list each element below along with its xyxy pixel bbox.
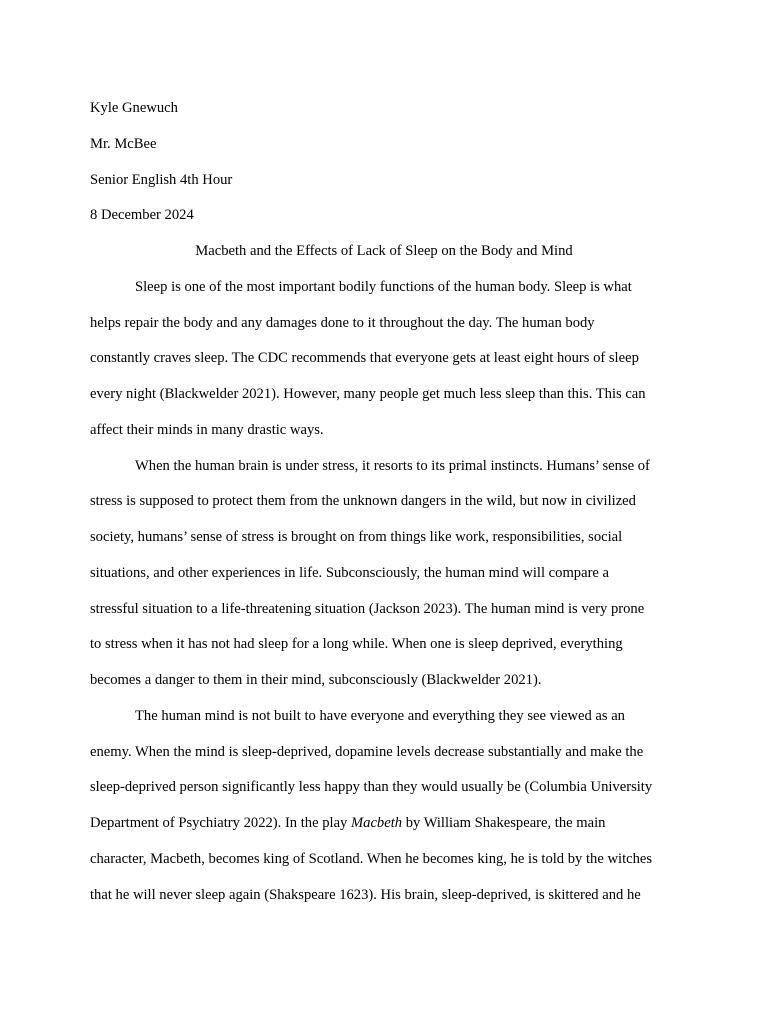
paragraph-line: character, Macbeth, becomes king of Scotland. When he becomes king, he is told by the witches [90, 850, 653, 867]
teacher-name: Mr. McBee [90, 135, 157, 152]
paragraph-line: every night (Blackwelder 2021). However, many people get much less sleep than this. This can [90, 386, 646, 402]
paragraph-line: sleep-deprived person significantly less happy than they would usually be (Columbia University [90, 779, 653, 796]
paragraph-line: affect their minds in many drastic ways. [90, 421, 324, 438]
paragraph-line: enemy. When the mind is sleep-deprived, dopamine levels decrease substantially and make the [90, 743, 644, 760]
paragraph-line: becomes a danger to them in their mind, subconsciously (Blackwelder 2021). [90, 672, 542, 688]
paragraph-1 [90, 270, 678, 449]
paragraph-line: stressful situation to a life-threatening situation (Jackson 2023). The human mind is very prone [90, 600, 645, 617]
paragraph-line: society, humans’ sense of stress is brought on from things like work, responsibilities, social [90, 529, 623, 545]
essay-title: Macbeth and the Effects of Lack of Sleep on the Body and Mind [195, 243, 573, 259]
essay-date: 8 December 2024 [90, 207, 194, 224]
essay-body [90, 91, 678, 913]
student-name: Kyle Gnewuch [90, 100, 178, 116]
paragraph-3 [90, 699, 678, 914]
paragraph-line: Sleep is one of the most important bodily functions of the human body. Sleep is what [135, 278, 632, 295]
play-title-italic: Macbeth [351, 815, 403, 831]
paragraph-line: stress is supposed to protect them from the unknown dangers in the wild, but now in civilized [90, 493, 636, 510]
paragraph-line-macbeth [90, 806, 678, 842]
paragraph-line: When the human brain is under stress, it resorts to its primal instincts. Humans’ sense of [135, 457, 650, 474]
paragraph-2 [90, 449, 678, 699]
text-after-title: by William Shakespeare, the main [402, 815, 606, 831]
paragraph-line: situations, and other experiences in life. Subconsciously, the human mind will compare a [90, 564, 610, 581]
paragraph-line: helps repair the body and any damages done to it throughout the day. The human body [90, 314, 595, 331]
paragraph-line: constantly craves sleep. The CDC recommends that everyone gets at least eight hours of sleep [90, 350, 639, 367]
paragraph-line: The human mind is not built to have everyone and everything they see viewed as an [135, 707, 625, 724]
text-before-title: Department of Psychiatry 2022). In the play [90, 815, 351, 831]
paragraph-line: that he will never sleep again (Shakspeare 1623). His brain, sleep-deprived, is skittered and he [90, 886, 641, 903]
paragraph-line: to stress when it has not had sleep for a long while. When one is sleep deprived, everything [90, 636, 623, 653]
course-name: Senior English 4th Hour [90, 171, 233, 188]
